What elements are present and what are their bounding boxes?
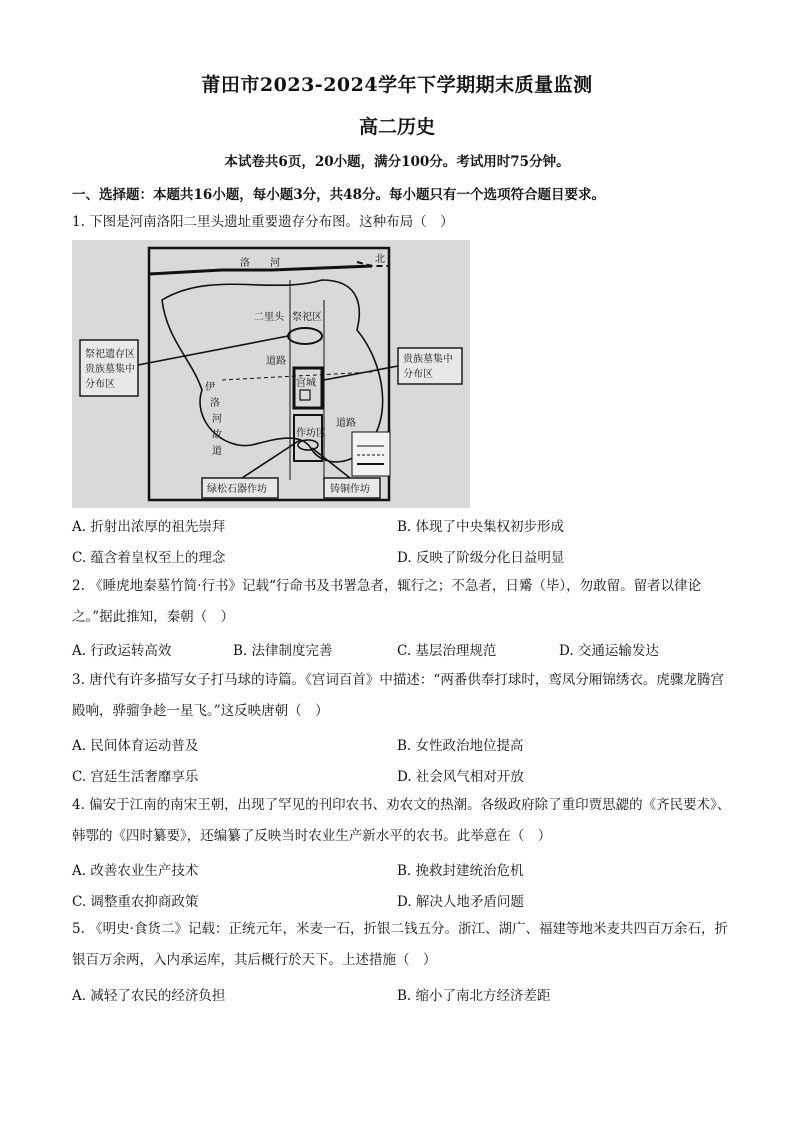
q4-option-a: A. 改善农业生产技术 [72,863,199,879]
ritual-area-label: 祭祀区 [292,312,322,323]
question-3-stem: 3. 唐代有许多描写女子打马球的诗篇。《宫词百首》中描述：“两番供奉打球时，鸾凤分厢锦绣衣。虎骤龙腾宫殿响，骅骝争趁一星飞。”这反映唐朝（ ） [72,672,724,719]
map-legend [352,432,390,476]
ritual-area-marker [288,328,322,344]
exam-title: 莆田市2023-2024学年下学期期末质量监测 [201,74,593,96]
left-box-line-3: 分布区 [85,379,115,390]
q3-option-d: D. 社会风气相对开放 [397,769,524,785]
bronze-workshop-label: 铸铜作坊 [330,484,370,495]
q2-option-b: B. 法律制度完善 [233,643,333,659]
section-heading: 一、选择题：本题共16小题，每小题3分，共48分。每小题只有一个选项符合题目要求。 [72,187,605,203]
old-course-char-3: 河 [212,414,222,425]
q5-option-a: A. 减轻了农民的经济负担 [72,988,226,1004]
old-course-char-2: 洛 [210,398,220,409]
road-label-1: 道路 [266,356,286,367]
workshop-area-label: 作坊区 [296,428,326,439]
erlitou-map-svg [72,240,470,508]
q1-option-d: D. 反映了阶级分化日益明显 [397,550,565,566]
q2-option-c: C. 基层治理规范 [397,643,497,659]
exam-subject: 高二历史 [358,116,435,138]
old-course-char-5: 道 [212,446,222,457]
question-1-stem: 1. 下图是河南洛阳二里头遗址重要遗存分布图。这种布局（ ） [72,214,454,230]
question-2-stem: 2. 《睡虎地秦墓竹简·行书》记载“行命书及书署急者，辄行之；不急者，日觱（毕），勿敢留。留者以律论之。”据此推知，秦朝（ ） [72,578,702,625]
right-box-line-2: 分布区 [403,369,433,380]
q1-option-c: C. 蕴含着皇权至上的理念 [72,550,226,566]
left-box-line-2: 贵族墓集中 [85,364,135,375]
old-course-char-1: 伊 [205,382,215,393]
road-label-2: 道路 [336,418,356,429]
erlitou-site-map [72,240,470,508]
q4-option-b: B. 挽救封建统治危机 [397,863,524,879]
q1-option-a: A. 折射出浓厚的祖先崇拜 [72,519,226,535]
q3-option-c: C. 宫廷生活奢靡享乐 [72,769,199,785]
right-box-pointer [324,366,398,380]
north-label: 北 [375,254,385,265]
q5-option-b: B. 缩小了南北方经济差距 [397,988,551,1004]
q3-option-b: B. 女性政治地位提高 [397,738,524,754]
right-box-line-1: 贵族墓集中 [403,354,453,365]
exam-note: 本试卷共6页，20小题，满分100分。考试用时75分钟。 [224,154,570,170]
question-5-stem: 5. 《明史·食货二》记载：正统元年，米麦一石，折银二钱五分。浙江、湖广、福建等地米麦共四百万余石，折银百万余两，入内承运库，其后概行於天下。上述措施（ ） [72,921,728,968]
left-box-line-1: 祭祀遗存区 [85,349,135,360]
q2-option-d: D. 交通运输发达 [559,643,659,659]
luo-river-label: 洛 河 [240,258,280,269]
q1-option-b: B. 体现了中央集权初步形成 [397,519,565,535]
q4-option-d: D. 解决人地矛盾问题 [397,894,524,910]
question-4-stem: 4. 偏安于江南的南宋王朝，出现了罕见的刊印农书、劝农文的热潮。各级政府除了重印贾思勰的《齐民要术》、韩鄂的《四时纂要》，还编纂了反映当时农业生产新水平的农书。此举意在（ ） [72,797,731,844]
q4-option-c: C. 调整重农抑商政策 [72,894,199,910]
old-course-char-4: 故 [212,430,222,441]
q3-option-a: A. 民间体育运动普及 [72,738,199,754]
palace-label: 宫城 [296,378,316,389]
turquoise-workshop-label: 绿松石器作坊 [207,484,267,495]
erlitou-label: 二里头 [254,312,284,323]
site-boundary [162,280,383,462]
q2-option-a: A. 行政运转高效 [72,643,172,659]
